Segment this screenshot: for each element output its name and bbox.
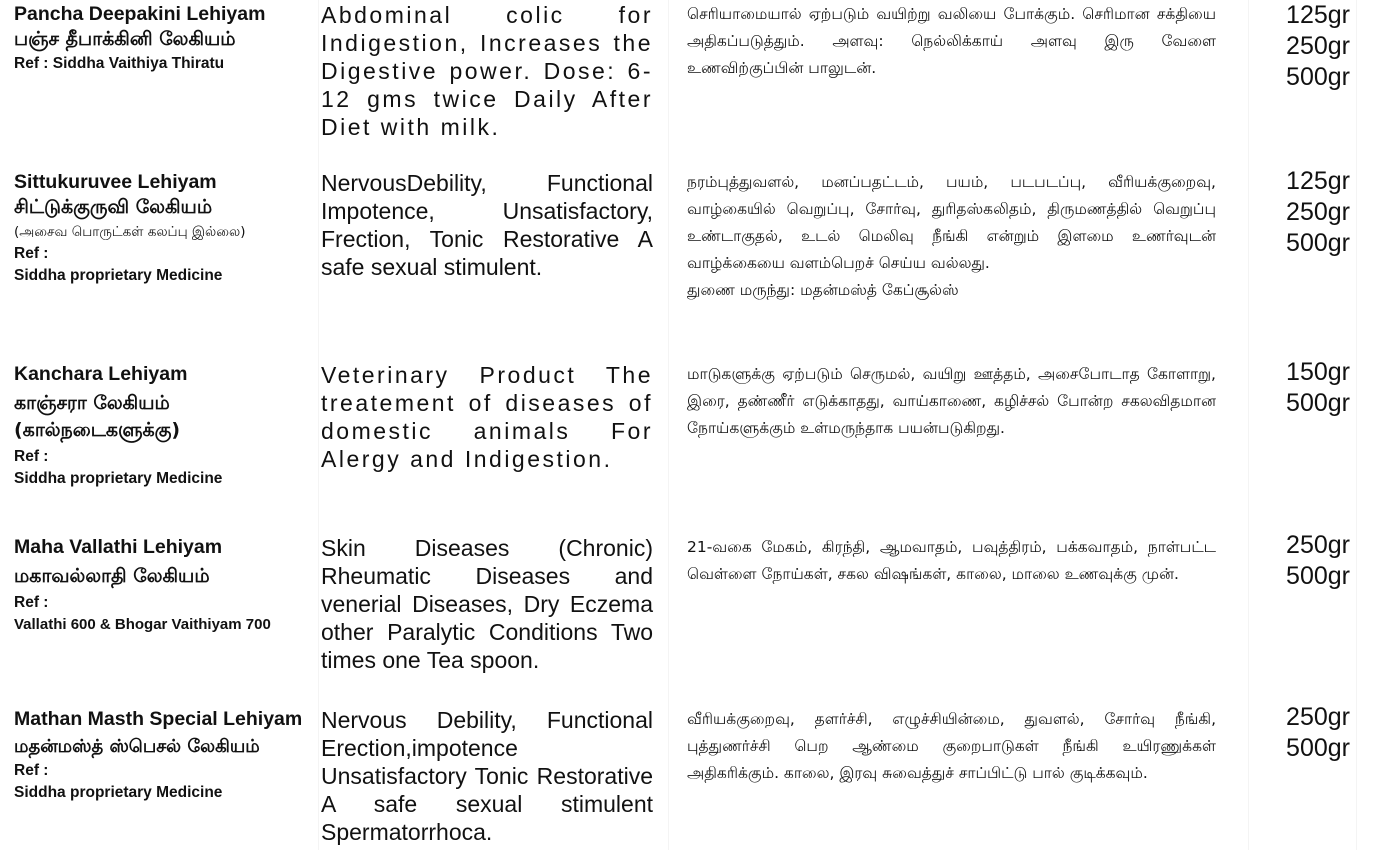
- product-description-tamil-block: [687, 169, 1216, 304]
- product-description-tamil: செரியாமையால் ஏற்படும் வயிற்று வலியை போக்கும். செரிமான சக்தியை அதிகப்படுத்தும். அளவு: நெல்லிக்காய் அளவு இரு வேளை உணவிற்குப்பின் பாலுடன்.: [687, 5, 1216, 77]
- reference-value: Siddha proprietary Medicine: [14, 784, 223, 801]
- reference-value: Vallathi 600 & Bhogar Vaithiyam 700: [14, 616, 271, 633]
- product-name-tamil: காஞ்சரா லேகியம்: [14, 392, 170, 414]
- product-name-cell: [14, 535, 309, 636]
- column-divider: [1356, 0, 1357, 850]
- quantity-option: 250gr: [1286, 531, 1350, 559]
- quantity-list: [1260, 0, 1350, 93]
- product-description-tamil: மாடுகளுக்கு ஏற்படும் செருமல், வயிறு ஊத்தம், அசைபோடாத கோளாறு, இரை, தண்ணீர் எடுக்காதது, வாய்காணை, கழிச்சல் போன்ற சகலவிதமான நோய்களுக்கும் உள்மருந்தாக பயன்படுகிறது.: [687, 365, 1216, 437]
- column-divider: [318, 0, 319, 850]
- quantity-option: 125gr: [1286, 167, 1350, 195]
- product-note-tamil: (அசைவ பொருட்கள் கலப்பு இல்லை): [14, 224, 246, 240]
- product-name-tamil: மகாவல்லாதி லேகியம்: [14, 565, 210, 587]
- reference-value: Siddha proprietary Medicine: [14, 267, 223, 284]
- quantity-option: 500gr: [1286, 389, 1350, 417]
- reference-label: Ref :: [14, 762, 49, 779]
- product-name-english: Sittukuruvee Lehiyam: [14, 171, 217, 193]
- supplementary-medicine-note: துணை மருந்து: மதன்மஸ்த் கேப்சூல்ஸ்: [687, 281, 959, 299]
- reference-label: Ref : Siddha Vaithiya Thiratu: [14, 55, 225, 72]
- reference-value: Siddha proprietary Medicine: [14, 470, 223, 487]
- quantity-list: [1260, 166, 1350, 259]
- product-name-tamil: சிட்டுக்குருவி லேகியம்: [14, 196, 213, 218]
- quantity-option: 500gr: [1286, 562, 1350, 590]
- quantity-option: 500gr: [1286, 229, 1350, 257]
- column-divider: [1248, 0, 1249, 850]
- product-name-cell: [14, 707, 309, 804]
- product-description-english: Nervous Debility, Functional Erection,impotence Unsatisfactory Tonic Restorative A safe sexual stimulent Spermatorrhoca.: [321, 707, 653, 845]
- quantity-option: 250gr: [1286, 32, 1350, 60]
- product-name-english: Kanchara Lehiyam: [14, 363, 188, 385]
- quantity-list: [1260, 530, 1350, 592]
- product-name-tamil: மதன்மஸ்த் ஸ்பெசல் லேகியம்: [14, 736, 260, 757]
- reference-label: Ref :: [14, 594, 49, 611]
- product-name-cell: [14, 170, 309, 287]
- product-description-tamil: வீரியக்குறைவு, தளர்ச்சி, எழுச்சியின்மை, துவளல், சோர்வு நீங்கி, புத்துணர்ச்சி பெற ஆண்மை குறைபாடுகள் நீங்கி உயிரணுக்கள் அதிகரிக்கும். காலை, இரவு சுவைத்துச் சாப்பிட்டு பால் குடிக்கவும்.: [687, 710, 1216, 782]
- product-description-english: Abdominal colic for Indigestion, Increases the Digestive power. Dose: 6-12 gms twice Daily After Diet with milk.: [321, 2, 653, 140]
- product-description-english: Veterinary Product The treatement of diseases of domestic animals For Alergy and Indigestion.: [321, 362, 653, 472]
- product-name-english: Maha Vallathi Lehiyam: [14, 536, 223, 558]
- product-name-english: Pancha Deepakini Lehiyam: [14, 3, 266, 25]
- product-name-cell: [14, 2, 309, 75]
- quantity-option: 150gr: [1286, 358, 1350, 386]
- product-name-english: Mathan Masth Special Lehiyam: [14, 708, 303, 730]
- quantity-option: 125gr: [1286, 1, 1350, 29]
- product-name-tamil: பஞ்ச தீபாக்கினி லேகியம்: [14, 28, 236, 50]
- quantity-list: [1260, 702, 1350, 764]
- quantity-option: 500gr: [1286, 734, 1350, 762]
- product-description-tamil: நரம்புத்துவளல், மனப்பதட்டம், பயம், படபடப்பு, வீரியக்குறைவு, வாழ்கையில் வெறுப்பு, சோர்வு, துரிதஸ்கலிதம், திருமணத்தில் வெறுப்பு உண்டாகுதல், உடல் மெலிவு நீங்கி என்றும் இளமை உணர்வுடன் வாழ்க்கையை வளம்பெறச் செய்ய வல்லது.: [687, 173, 1216, 272]
- product-name-cell: [14, 362, 309, 490]
- product-note-tamil: (கால்நடைகளுக்கு): [14, 419, 181, 441]
- quantity-option: 500gr: [1286, 63, 1350, 91]
- product-description-tamil: 21-வகை மேகம், கிரந்தி, ஆமவாதம், பவுத்திரம், பக்கவாதம், நாள்பட்ட வெள்ளை நோய்கள், சகல விஷங்கள், காலை, மாலை உணவுக்கு முன்.: [687, 538, 1216, 583]
- quantity-option: 250gr: [1286, 198, 1350, 226]
- product-description-english: Skin Diseases (Chronic) Rheumatic Diseases and venerial Diseases, Dry Eczema other Paralytic Conditions Two times one Tea spoon.: [321, 535, 653, 673]
- reference-label: Ref :: [14, 448, 49, 465]
- column-divider: [668, 0, 669, 850]
- quantity-list: [1260, 357, 1350, 419]
- quantity-option: 250gr: [1286, 703, 1350, 731]
- reference-label: Ref :: [14, 245, 49, 262]
- product-description-english: NervousDebility, Functional Impotence, Unsatisfactory, Frection, Tonic Restorative A safe sexual stimulent.: [321, 170, 653, 280]
